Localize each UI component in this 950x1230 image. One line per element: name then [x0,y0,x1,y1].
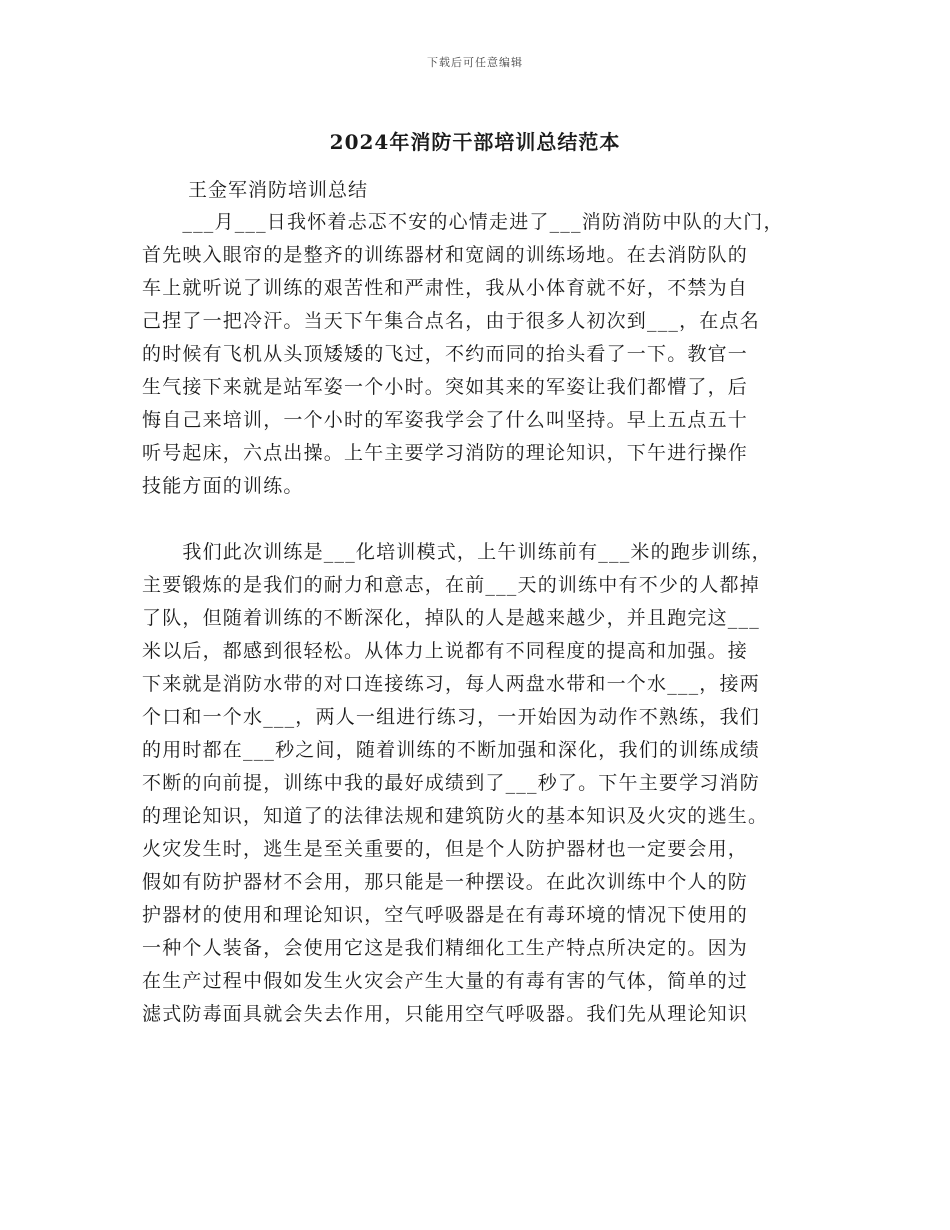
document-title: 2024年消防干部培训总结范本 [329,130,621,154]
paragraph-line: 了队，但随着训练的不断深化，掉队的人是越来越少，并且跑完这___ [142,607,760,629]
paragraph-line: 的理论知识，知道了的法律法规和建筑防火的基本知识及火灾的逃生。 [142,805,769,827]
paragraph-line: 不断的向前提，训练中我的最好成绩到了___秒了。下午主要学习消防 [142,772,760,794]
paragraph-line: 的用时都在___秒之间，随着训练的不断加强和深化，我们的训练成绩 [142,739,760,761]
paragraph-line: 主要锻炼的是我们的耐力和意志，在前___天的训练中有不少的人都掉 [142,574,760,596]
paragraph-line: 一种个人装备，会使用它这是我们精细化工生产特点所决定的。因为 [142,937,749,959]
document-subtitle: 王金军消防培训总结 [188,179,369,201]
paragraph-line: 米以后，都感到很轻松。从体力上说都有不同程度的提高和加强。接 [142,640,749,662]
paragraph-1 [142,206,822,503]
paragraph-line: 车上就听说了训练的艰苦性和严肃性，我从小体育就不好，不禁为自 [142,277,749,299]
paragraph-line: 的时候有飞机从头顶矮矮的飞过，不约而同的抬头看了一下。教官一 [142,343,749,365]
paragraph-2 [142,536,822,1031]
paragraph-line: 在生产过程中假如发生火灾会产生大量的有毒有害的气体，简单的过 [142,970,749,992]
paragraph-line: 火灾发生时，逃生是至关重要的，但是个人防护器材也一定要会用， [142,838,749,860]
paragraph-line: 悔自己来培训，一个小时的军姿我学会了什么叫坚持。早上五点五十 [142,409,749,431]
paragraph-line: 个口和一个水___，两人一组进行练习，一开始因为动作不熟练，我们 [142,706,760,728]
paragraph-line: 首先映入眼帘的是整齐的训练器材和宽阔的训练场地。在去消防队的 [142,244,749,266]
paragraph-line: 假如有防护器材不会用，那只能是一种摆设。在此次训练中个人的防 [142,871,749,893]
paragraph-line: 己捏了一把冷汗。当天下午集合点名，由于很多人初次到___，在点名 [142,310,760,332]
paragraph-line: 下来就是消防水带的对口连接练习，每人两盘水带和一个水___，接两 [142,673,760,695]
paragraph-line: ___月___日我怀着忐忑不安的心情走进了___消防消防中队的大门， [142,211,784,233]
paragraph-line: 滤式防毒面具就会失去作用，只能用空气呼吸器。我们先从理论知识 [142,1003,749,1025]
paragraph-line: 技能方面的训练。 [142,475,304,497]
page-header-note: 下载后可任意编辑 [427,56,523,69]
paragraph-line: 我们此次训练是___化培训模式，上午训练前有___米的跑步训练， [142,541,772,563]
paragraph-line: 护器材的使用和理论知识，空气呼吸器是在有毒环境的情况下使用的 [142,904,749,926]
paragraph-line: 生气接下来就是站军姿一个小时。突如其来的军姿让我们都懵了，后 [142,376,749,398]
paragraph-line: 听号起床，六点出操。上午主要学习消防的理论知识，下午进行操作 [142,442,749,464]
